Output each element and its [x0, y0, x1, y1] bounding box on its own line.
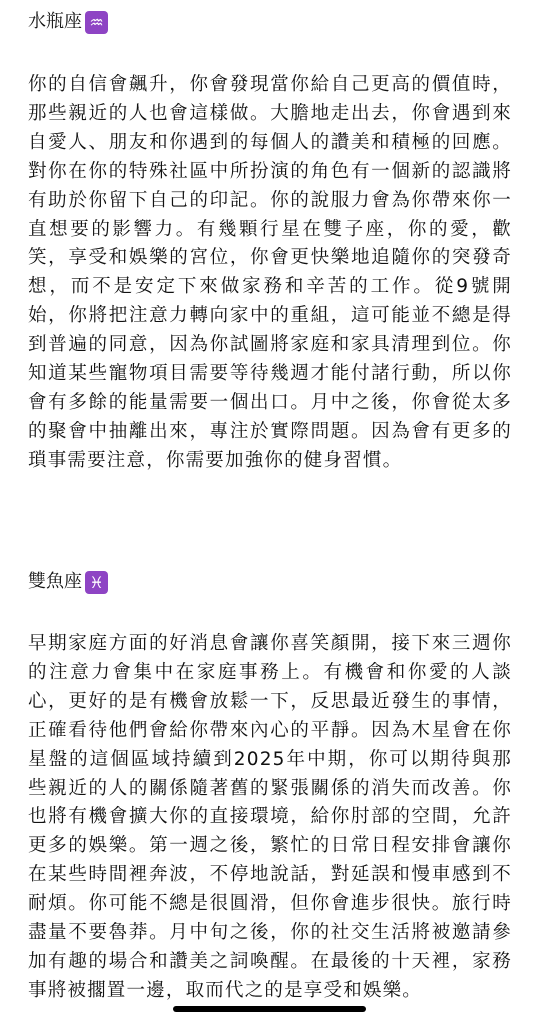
aquarius-heading: [28, 8, 512, 36]
pisces-heading: [28, 568, 512, 596]
pisces-icon: ♓: [85, 571, 108, 594]
aquarius-section: [28, 8, 512, 476]
pisces-section: [28, 568, 512, 1006]
aquarius-icon: ♒: [85, 11, 108, 34]
aquarius-paragraph: 你的自信會飆升，你會發現當你給自己更高的價值時，那些親近的人也會這樣做。大膽地走出去，你會遇到來自愛人、朋友和你遇到的每個人的讚美和積極的回應。對你在你的特殊社區中所扮演的角色有一個新的認識將有助於你留下自己的印記。你的說服力會為你帶來你一直想要的影響力。有幾顆行星在雙子座，你的愛，歡笑，享受和娛樂的宮位，你會更快樂地追隨你的突發奇想，而不是安定下來做家務和辛苦的工作。從9號開始，你將把注意力轉向家中的重組，這可能並不總是得到普遍的同意，因為你試圖將家庭和家具清理到位。你知道某些寵物項目需要等待幾週才能付諸行動，所以你會有多餘的能量需要一個出口。月中之後，你會從太多的聚會中抽離出來，專注於實際問題。因為會有更多的瑣事需要注意，你需要加強你的健身習慣。: [28, 74, 512, 471]
pisces-paragraph: 早期家庭方面的好消息會讓你喜笑顏開，接下來三週你的注意力會集中在家庭事務上。有機會和你愛的人談心，更好的是有機會放鬆一下，反思最近發生的事情，正確看待他們會給你帶來內心的平靜。因為木星會在你星盤的這個區域持續到2025年中期，你可以期待與那些親近的人的關係隨著舊的緊張關係的消失而改善。你也將有機會擴大你的直接環境，給你肘部的空間，允許更多的娛樂。第一週之後，繁忙的日常日程安排會讓你在某些時間裡奔波，不停地說話，對延誤和慢車感到不耐煩。你可能不總是很圓滑，但你會進步很快。旅行時盡量不要魯莽。月中旬之後，你的社交生活將被邀請參加有趣的場合和讚美之詞喚醒。在最後的十天裡，家務事將被擱置一邊，取而代之的是享受和娛樂。: [28, 633, 512, 1001]
home-indicator[interactable]: [173, 1006, 366, 1012]
aquarius-title: 水瓶座: [28, 11, 82, 32]
pisces-title: 雙魚座: [28, 571, 82, 592]
